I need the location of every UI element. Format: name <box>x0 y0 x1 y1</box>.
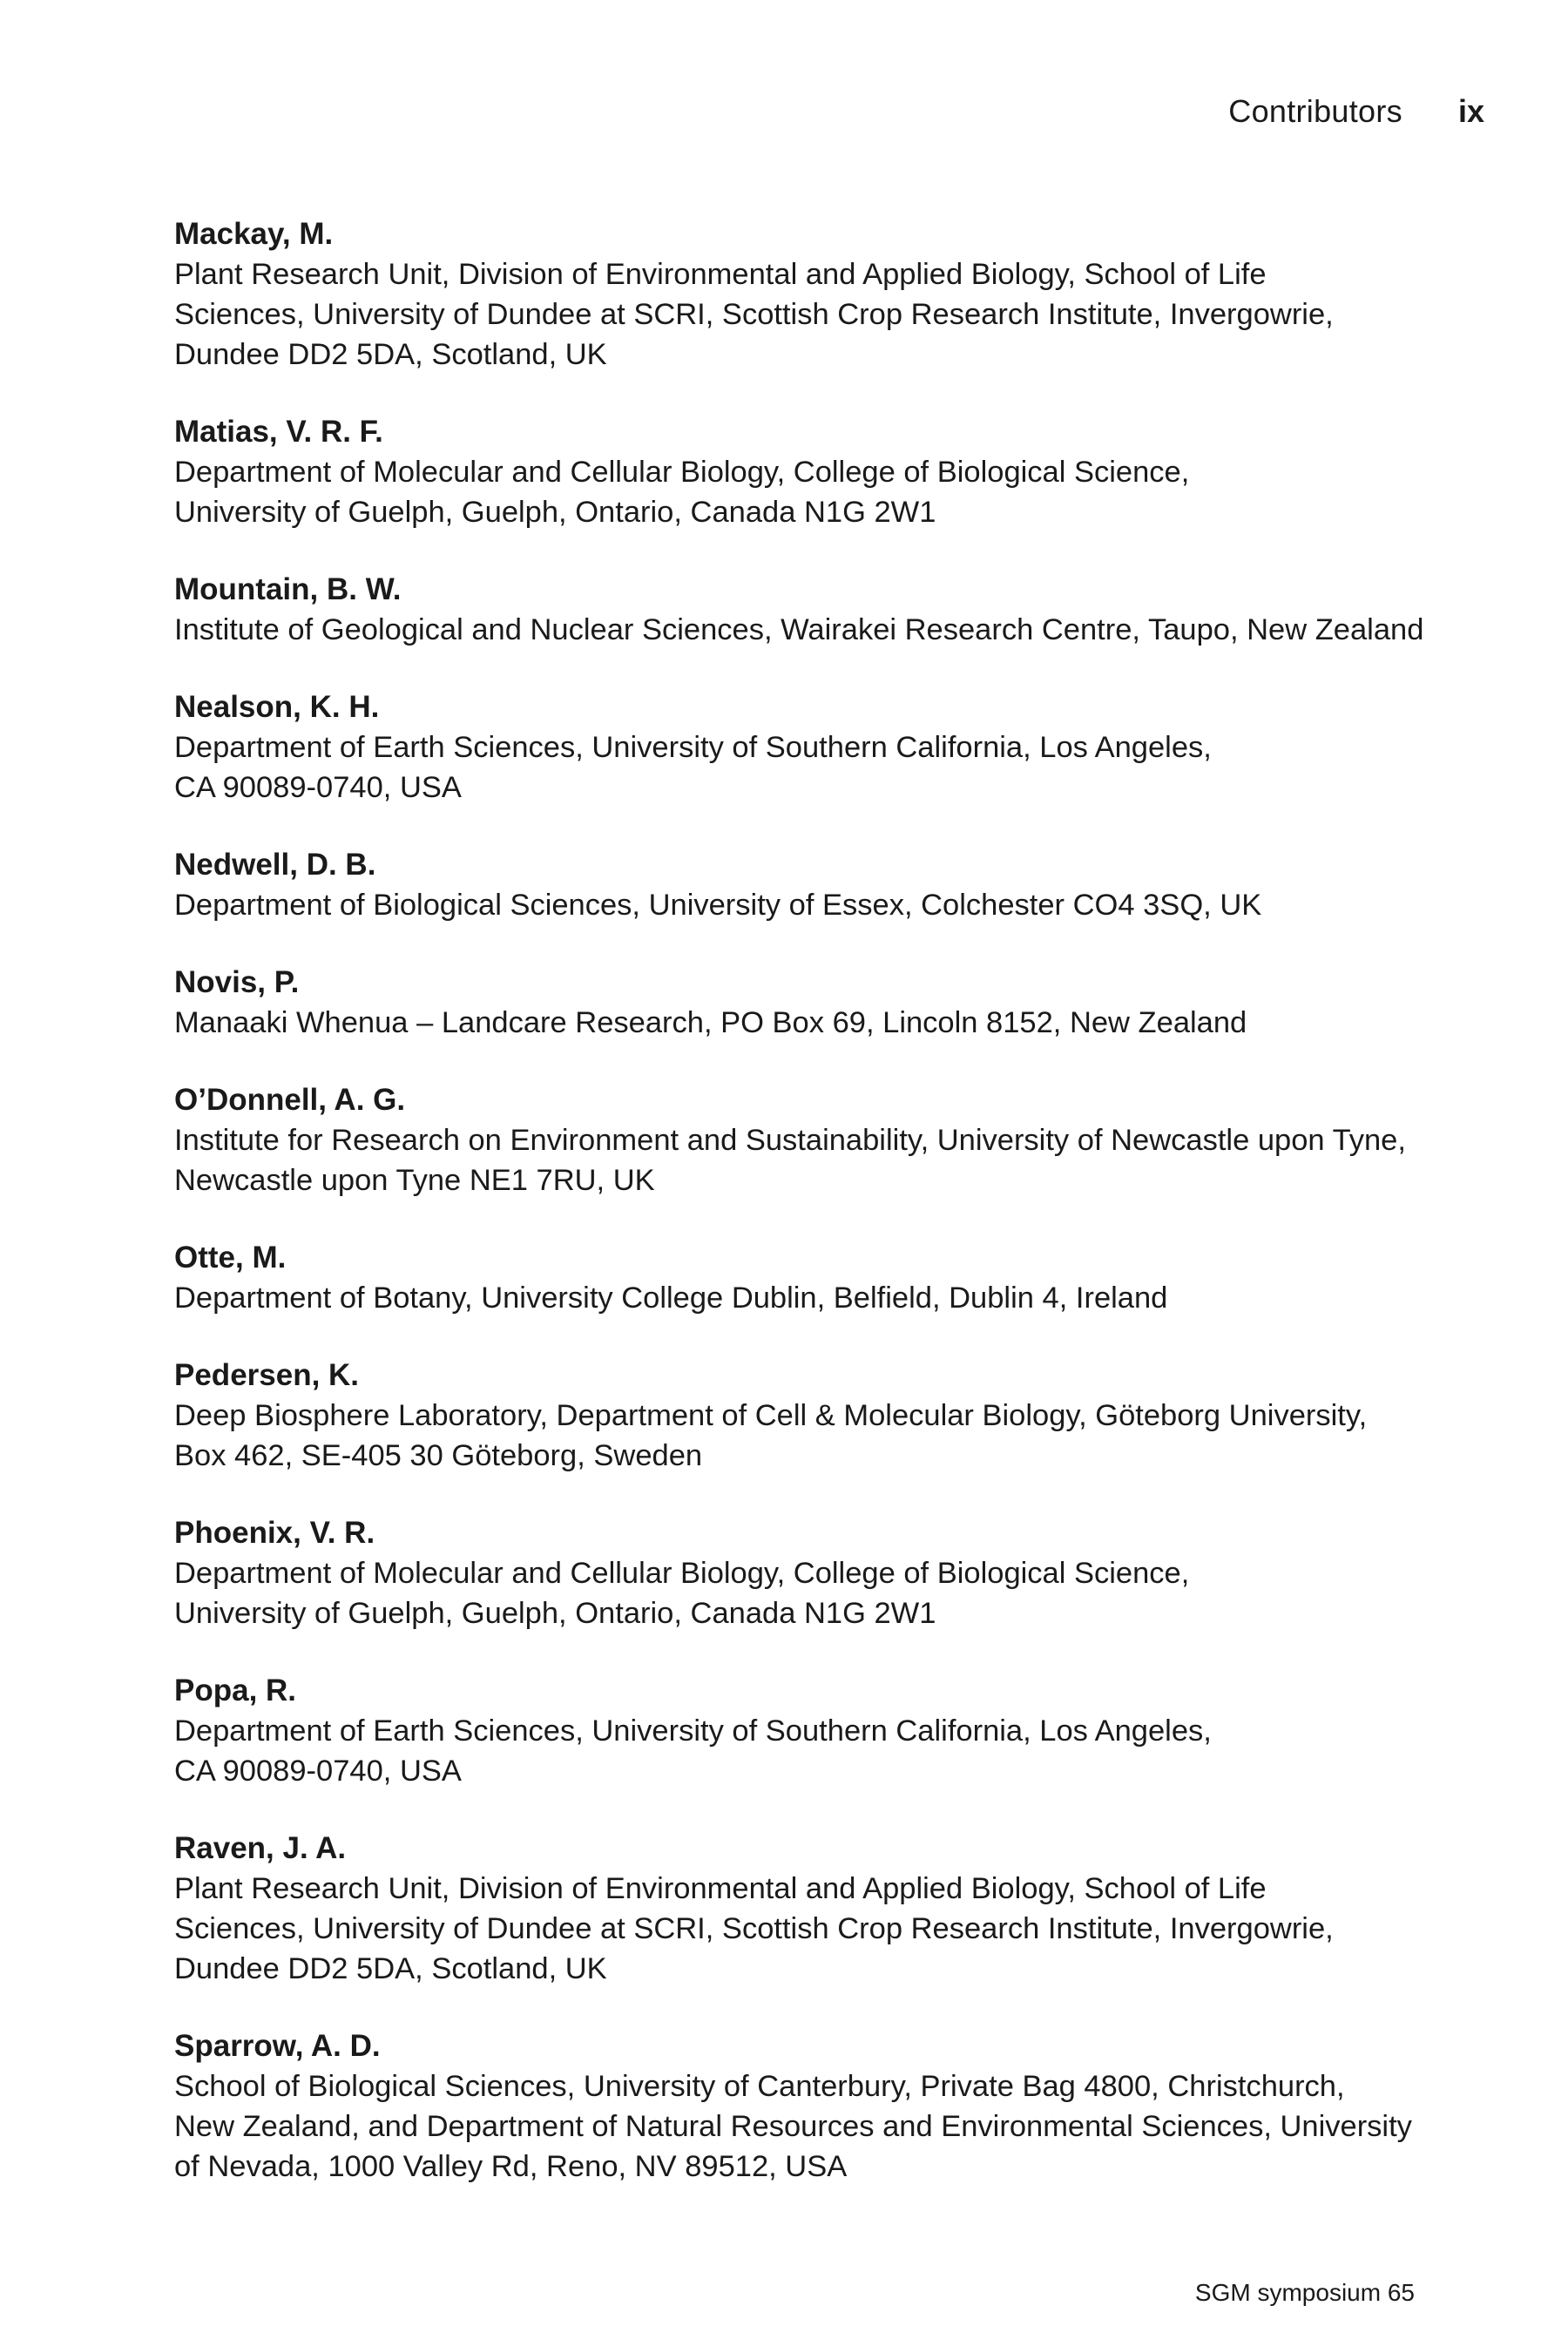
contributor-affiliation: Deep Biosphere Laboratory, Department of Cell & Molecular Biology, Göteborg University, Box 462, SE-405 30 Göteborg, Sweden <box>174 1399 1368 1472</box>
contributor-entry <box>174 845 1446 925</box>
contributor-affiliation: Department of Molecular and Cellular Biology, College of Biological Science, University of Guelph, Guelph, Ontario, Canada N1G 2W1 <box>174 1557 1190 1630</box>
running-head <box>1228 91 1484 132</box>
contributor-affiliation: Institute of Geological and Nuclear Sciences, Wairakei Research Centre, Taupo, New Zealand <box>174 613 1424 646</box>
contributor-name: Pedersen, K. <box>174 1358 360 1392</box>
contributor-name: O’Donnell, A. G. <box>174 1083 406 1117</box>
contributor-entry <box>174 214 1446 375</box>
contributor-entry <box>174 570 1446 650</box>
contributor-name: Novis, P. <box>174 965 300 999</box>
contributor-name: Sparrow, A. D. <box>174 2029 381 2063</box>
contributor-name: Raven, J. A. <box>174 1831 347 1865</box>
contributor-affiliation: Department of Botany, University College Dublin, Belfield, Dublin 4, Ireland <box>174 1281 1168 1315</box>
contributor-entry <box>174 1356 1446 1476</box>
contributor-entry <box>174 1671 1446 1791</box>
contributor-affiliation: School of Biological Sciences, University of Canterbury, Private Bag 4800, Christchurch, New Zealand, and Department of Natural Resources and Environmental Sciences, University of Nevada, 1000 Valley Rd, Reno, NV 89512, USA <box>174 2070 1412 2183</box>
contributor-name: Matias, V. R. F. <box>174 415 383 449</box>
contributor-affiliation: Plant Research Unit, Division of Environmental and Applied Biology, School of Life Sciences, University of Dundee at SCRI, Scottish Crop Research Institute, Invergowrie, Dundee DD2 5DA, Scotland, UK <box>174 258 1334 371</box>
page-number: ix <box>1457 93 1484 129</box>
contributor-name: Mackay, M. <box>174 217 334 251</box>
contributor-entry <box>174 2026 1446 2187</box>
contributor-affiliation: Department of Earth Sciences, University of Southern California, Los Angeles, CA 90089-0740, USA <box>174 1714 1212 1788</box>
contributor-name: Otte, M. <box>174 1241 287 1275</box>
footer-symposium: SGM symposium 65 <box>1194 2279 1415 2306</box>
contributor-name: Popa, R. <box>174 1674 297 1707</box>
contributor-entry <box>174 1513 1446 1633</box>
contributor-affiliation: Institute for Research on Environment and Sustainability, University of Newcastle upon Tyne, Newcastle upon Tyne NE1 7RU, UK <box>174 1124 1406 1197</box>
contributor-entry <box>174 687 1446 808</box>
contributor-entry <box>174 412 1446 532</box>
contributor-name: Phoenix, V. R. <box>174 1516 375 1550</box>
contributor-name: Nealson, K. H. <box>174 690 380 724</box>
contributor-affiliation: Plant Research Unit, Division of Environmental and Applied Biology, School of Life Sciences, University of Dundee at SCRI, Scottish Crop Research Institute, Invergowrie, Dundee DD2 5DA, Scotland, UK <box>174 1872 1334 1985</box>
contributor-affiliation: Department of Molecular and Cellular Biology, College of Biological Science, University of Guelph, Guelph, Ontario, Canada N1G 2W1 <box>174 456 1190 529</box>
contributor-list <box>174 214 1446 2224</box>
contributor-entry <box>174 1829 1446 1989</box>
contributor-entry <box>174 963 1446 1043</box>
contributor-name: Nedwell, D. B. <box>174 848 376 882</box>
contributor-affiliation: Manaaki Whenua – Landcare Research, PO Box 69, Lincoln 8152, New Zealand <box>174 1006 1247 1039</box>
section-title: Contributors <box>1228 93 1402 129</box>
contributor-affiliation: Department of Biological Sciences, University of Essex, Colchester CO4 3SQ, UK <box>174 889 1262 922</box>
contributor-name: Mountain, B. W. <box>174 572 402 606</box>
contributor-entry <box>174 1080 1446 1200</box>
contributor-affiliation: Department of Earth Sciences, University of Southern California, Los Angeles, CA 90089-0740, USA <box>174 731 1212 804</box>
contributor-entry <box>174 1238 1446 1318</box>
